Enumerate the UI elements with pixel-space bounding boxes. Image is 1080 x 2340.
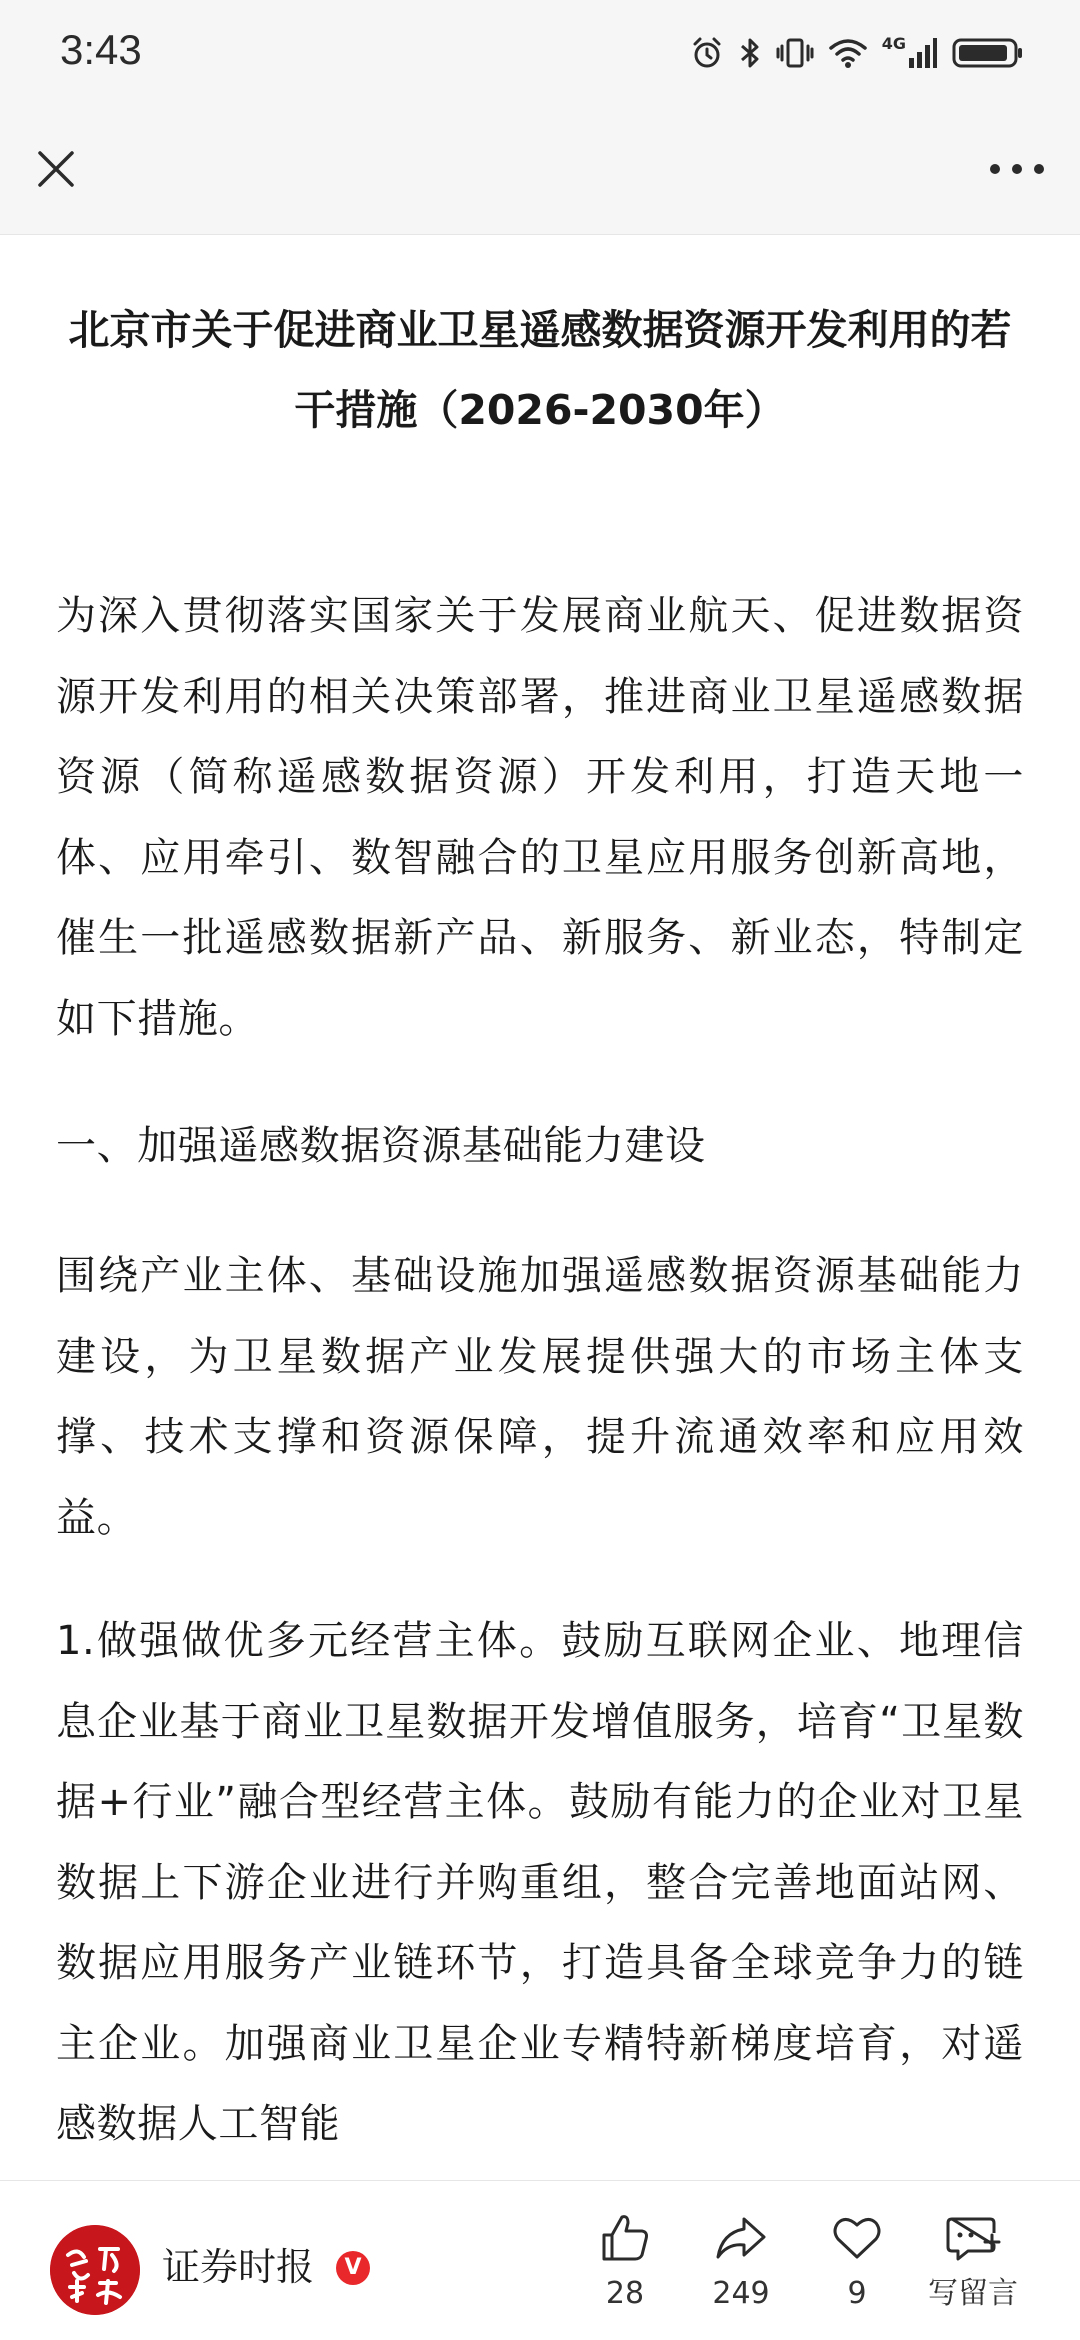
share-arrow-icon bbox=[714, 2211, 768, 2265]
source-name[interactable]: 证券时报 bbox=[162, 2245, 315, 2289]
write-comment-label: 写留言 bbox=[928, 2276, 1018, 2311]
like-button[interactable] bbox=[565, 2211, 685, 2331]
favorite-count: 9 bbox=[847, 2276, 867, 2311]
favorite-button[interactable] bbox=[797, 2211, 917, 2331]
source-avatar[interactable] bbox=[50, 2225, 140, 2315]
share-count: 249 bbox=[712, 2276, 770, 2311]
more-options-button[interactable] bbox=[982, 141, 1052, 197]
battery-icon bbox=[952, 36, 1024, 70]
article-paragraph: 1.做强做优多元经营主体。鼓励互联网企业、地理信息企业基于商业卫星数据开发增值服务，培育“卫星数据+行业”融合型经营主体。鼓励有能力的企业对卫星数据上下游企业进行并购重组，整合完善地面站网、数据应用服务产业链环节，打造具备全球竞争力的链主企业。加强商业卫星企业专精特新梯度培育，对遥感数据人工智能 bbox=[56, 1618, 1024, 2147]
share-button[interactable] bbox=[681, 2211, 801, 2331]
article-paragraph: 为深入贯彻落实国家关于发展商业航天、促进数据资源开发利用的相关决策部署，推进商业卫星遥感数据资源（简称遥感数据资源）开发利用，打造天地一体、应用牵引、数智融合的卫星应用服务创新高地，催生一批遥感数据新产品、新服务、新业态，特制定如下措施。 bbox=[56, 593, 1024, 1042]
comment-add-icon bbox=[944, 2211, 1002, 2265]
thumbs-up-icon bbox=[598, 2211, 652, 2265]
more-icon bbox=[987, 162, 1047, 176]
close-icon bbox=[34, 147, 78, 191]
wifi-icon bbox=[828, 36, 868, 70]
close-button[interactable] bbox=[28, 141, 84, 197]
vibrate-icon bbox=[776, 36, 814, 70]
status-icons bbox=[690, 28, 1024, 78]
bluetooth-icon bbox=[738, 36, 762, 70]
alarm-icon bbox=[690, 36, 724, 70]
top-nav-bar bbox=[0, 105, 1080, 235]
article-content[interactable] bbox=[0, 236, 1080, 2180]
source-logo-icon bbox=[50, 2225, 140, 2315]
bottom-action-bar bbox=[0, 2180, 1080, 2340]
verified-badge: V bbox=[336, 2251, 370, 2285]
status-bar bbox=[0, 0, 1080, 105]
signal-icon bbox=[908, 36, 938, 70]
article-paragraph: 围绕产业主体、基础设施加强遥感数据资源基础能力建设，为卫星数据产业发展提供强大的市场主体支撑、技术支撑和资源保障，提升流通效率和应用效益。 bbox=[56, 1253, 1024, 1541]
status-time: 3:43 bbox=[60, 26, 142, 73]
section-heading: 一、加强遥感数据资源基础能力建设 bbox=[56, 1123, 706, 1169]
heart-icon bbox=[830, 2211, 884, 2265]
network-type: 4G bbox=[881, 34, 906, 53]
write-comment-button[interactable] bbox=[913, 2211, 1033, 2331]
like-count: 28 bbox=[605, 2276, 645, 2311]
article-title: 北京市关于促进商业卫星遥感数据资源开发利用的若干措施（2026-2030年） bbox=[68, 306, 1012, 434]
